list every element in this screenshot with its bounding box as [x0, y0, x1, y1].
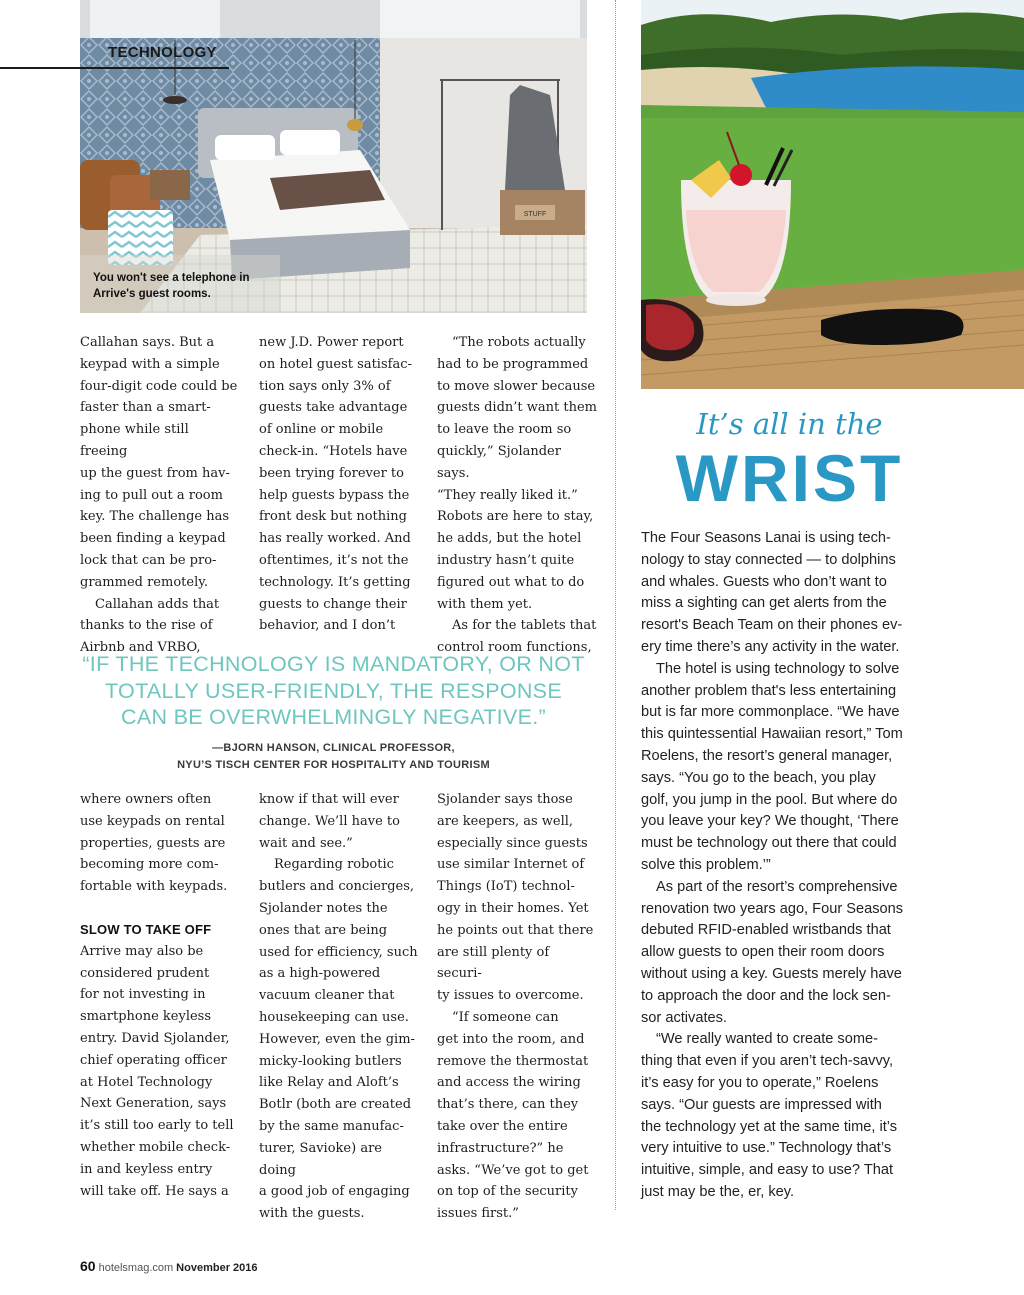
photo-caption: You won't see a telephone in Arrive's guest rooms.: [93, 272, 250, 300]
text-column-1-bottom: [80, 789, 240, 1202]
paragraph: Regarding robotic butlers and concierges, Sjolander notes the ones that are being used for efficiency, such as a high-powered vacuum cleaner that housekeeping can use. However, even the gim- micky-looking butlers like Relay and Aloft’s Botlr (both are created by the same manufac- turer, Savioke) are doing a good job of engaging with the guests.: [259, 857, 418, 1222]
text-column-3-bottom: [437, 789, 597, 1225]
paragraph: Sjolander says those are keepers, as well, especially since guests use similar Internet of Things (IoT) technol- ogy in their homes. Yet he points out that there are still plenty of securi- ty issues to overcome.: [437, 792, 594, 1004]
paragraph: The hotel is using technology to solve another problem that's less entertaining but is far more commonplace. “We have this quintessential Hawaiian resort,” Tom Roelens, the resort’s general manager, says. “You go to the beach, you play golf, you jump in the pool. But where do you leave your key? We thought, ‘There must be technology out there that could solve this problem.’”: [641, 660, 903, 873]
pull-quote-attribution: —BJORN HANSON, CLINICAL PROFESSOR, NYU’S TISCH CENTER FOR HOSPITALITY AND TOURISM: [177, 742, 490, 771]
paragraph: As for the tablets that control room functions,: [437, 618, 597, 656]
text-column-2-bottom: [259, 789, 419, 1225]
paragraph: As part of the resort’s comprehensive renovation two years ago, Four Seasons debuted RFID-enabled wristbands that allow guests to open their room doors without using a key. Guests merely have to approach the door and the lock sen- sor activates.: [641, 878, 904, 1026]
section-tag: TECHNOLOGY: [108, 44, 217, 61]
paragraph: new J.D. Power report on hotel guest satisfac- tion says only 3% of guests take advantage of online or mobile check-in. “Hotels have been trying forever to help guests bypass the front desk but nothing has really worked. And oftentimes, it’s not the technology. It’s getting guests to change their behavior, and I don’t: [259, 335, 412, 634]
paragraph: “We really wanted to create some- thing that even if you aren’t tech-savvy, it’s easy for you to operate,” Roelens says. “Our guests are impressed with the technology yet at the same time, it’s very intuitive to use.” Technology that’s intuitive, simple, and easy to use? That just may be the, er, key.: [641, 1031, 898, 1200]
paragraph: know if that will ever change. We’ll have to wait and see.”: [259, 792, 400, 851]
paragraph: “The robots actually had to be programmed to move slower because guests didn’t want them to leave the room so quickly,” Sjolander says. “They really liked it.” Robots are here to stay, he adds, but the hotel industry hasn’t quite figured out what to do with them yet.: [437, 335, 597, 612]
paragraph: The Four Seasons Lanai is using tech- nology to stay connected — to dolphins and whales. Guests who don’t want to miss a sighting can get alerts from the resort's Beach Team on their phones ev- ery time there’s any activity in the water.: [641, 530, 903, 655]
section-rule: [0, 67, 229, 69]
issue-date: November 2016: [176, 1262, 258, 1274]
sidebar-body: [641, 528, 941, 1204]
cocktail-photo: [641, 0, 1024, 389]
site-url: hotelsmag.com: [98, 1262, 174, 1274]
paragraph: where owners often use keypads on rental properties, guests are becoming more com- fortable with keypads.: [80, 792, 228, 895]
stuff-label: STUFF: [523, 211, 547, 218]
sidebar-headline: WRIST: [675, 441, 904, 515]
subheading: SLOW TO TAKE OFF: [80, 921, 212, 937]
paragraph: Arrive may also be considered prudent for not investing in smartphone keyless entry. David Sjolander, chief operating officer at Hotel Technology Next Generation, says it’s still too early to tell whether mobile check- in and keyless entry will take off. He says a: [80, 943, 234, 1199]
pull-quote: “IF THE TECHNOLOGY IS MANDATORY, OR NOT TOTALLY USER-FRIENDLY, THE RESPONSE CAN BE OVERWHELMINGLY NEGATIVE.”: [82, 652, 585, 729]
sidebar-kicker: It’s all in the: [696, 407, 883, 441]
text-column-2-top: [259, 332, 419, 637]
page-number: 60: [80, 1258, 96, 1274]
paragraph: “If someone can get into the room, and remove the thermostat and access the wiring that’s there, can they take over the entire infrastructure?” he asks. “We’ve got to get on top of the security issues first.”: [437, 1009, 589, 1222]
paragraph: Callahan says. But a keypad with a simple four-digit code could be faster than a smart- phone while still freeing up the guest from hav- ing to pull out a room key. The challenge has been finding a keypad lock that can be pro- grammed remotely.: [80, 335, 238, 590]
text-column-1-top: [80, 332, 240, 659]
paragraph: Callahan adds that thanks to the rise of Airbnb and VRBO,: [80, 596, 220, 656]
page-footer: [80, 1258, 258, 1274]
text-column-3-top: [437, 332, 597, 659]
column-divider: [615, 0, 616, 1210]
